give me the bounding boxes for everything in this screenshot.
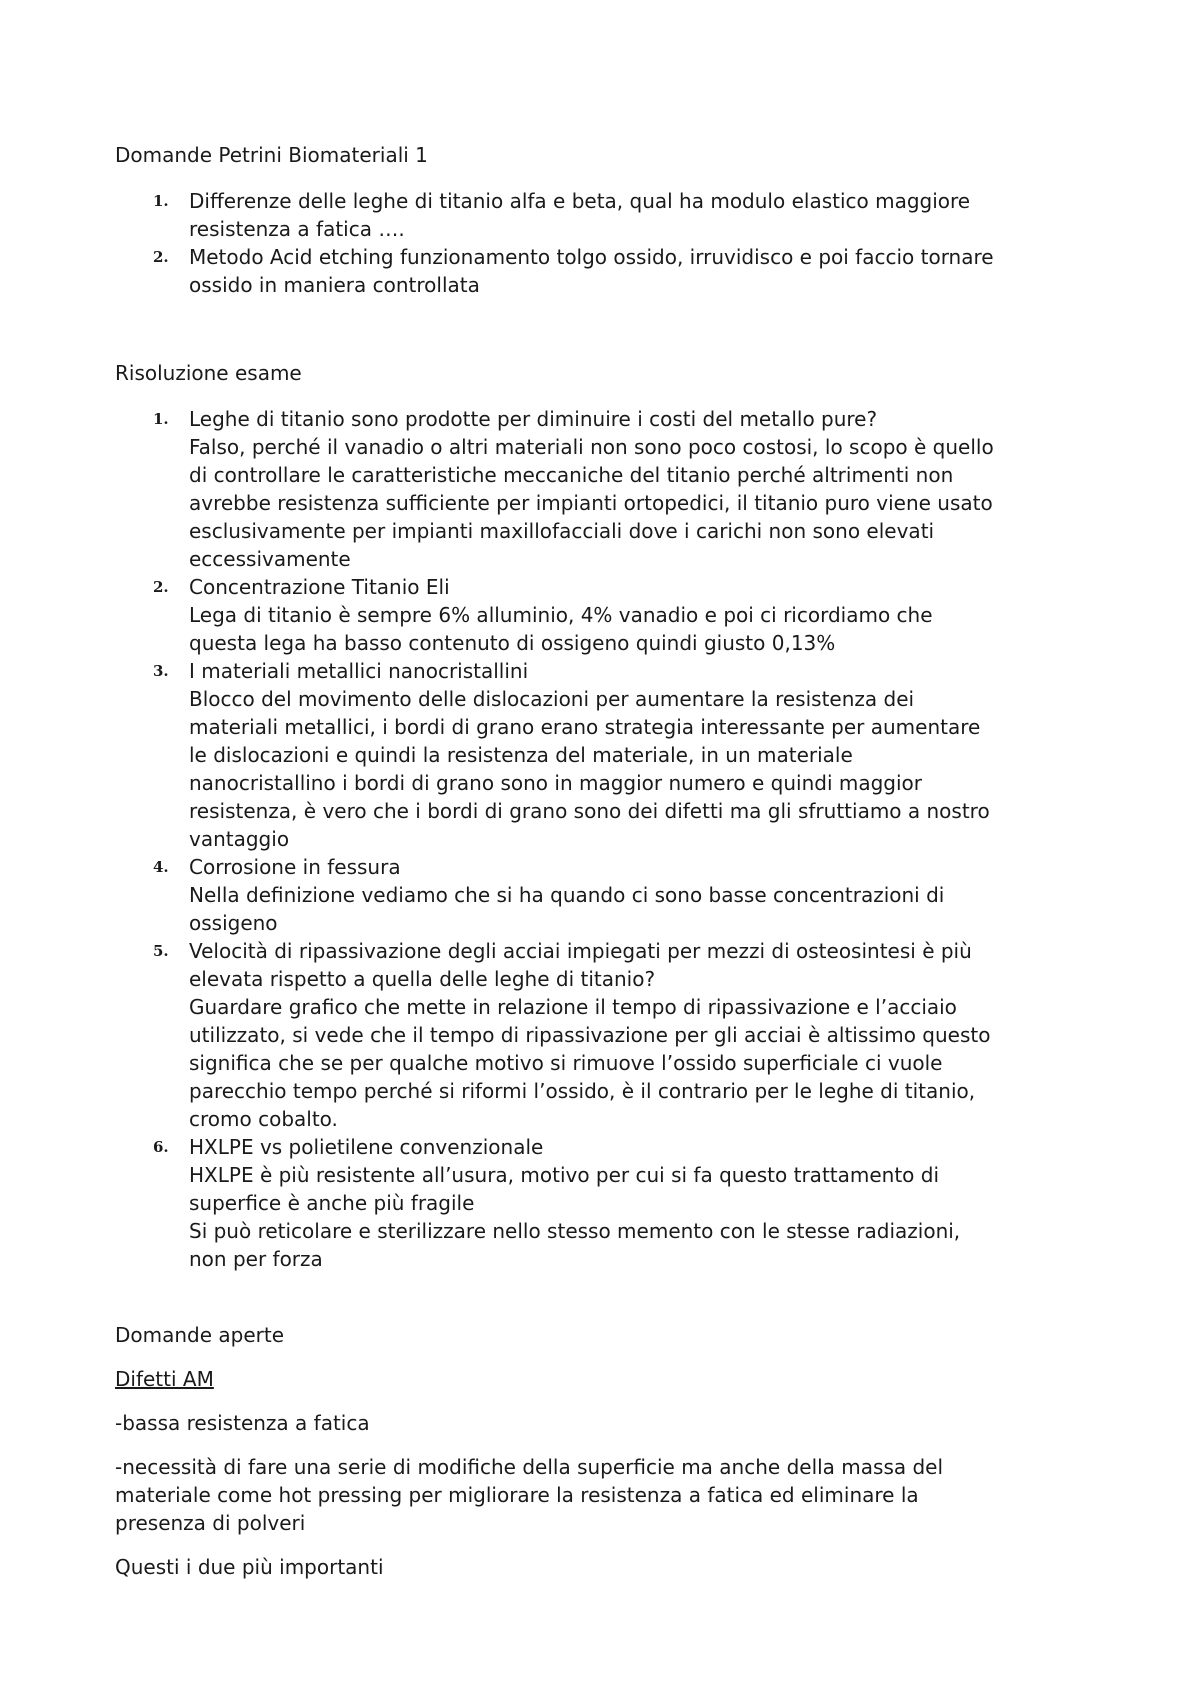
list-item: [115, 243, 1140, 299]
point-modifications: [115, 1453, 1140, 1537]
list-text-line: Leghe di titanio sono prodotte per diminuire i costi del metallo pure?: [189, 407, 878, 431]
list-text-line: HXLPE è più resistente all’usura, motivo per cui si fa questo trattamento di: [189, 1163, 940, 1187]
list-item: [115, 573, 1140, 657]
list-number: 2.: [153, 578, 169, 596]
list-text-line: Guardare grafico che mette in relazione il tempo di ripassivazione e l’acciaio: [189, 995, 957, 1019]
list-text-line: esclusivamente per impianti maxillofacciali dove i carichi non sono elevati: [189, 519, 935, 543]
list-item: [115, 405, 1140, 573]
list-number: 2.: [153, 248, 169, 266]
list-number: 1.: [153, 410, 169, 428]
list-text-line: Differenze delle leghe di titanio alfa e beta, qual ha modulo elastico maggiore: [189, 189, 971, 213]
list-text-line: vantaggio: [189, 827, 290, 851]
list-text-line: materiali metallici, i bordi di grano erano strategia interessante per aumentare: [189, 715, 981, 739]
list-number: 5.: [153, 942, 169, 960]
list-text-line: Falso, perché il vanadio o altri materiali non sono poco costosi, lo scopo è quello: [189, 435, 994, 459]
list-text-line: le dislocazioni e quindi la resistenza del materiale, in un materiale: [189, 743, 853, 767]
list-text-line: questa lega ha basso contenuto di ossigeno quindi giusto 0,13%: [189, 631, 836, 655]
section-title-risoluzione: Risoluzione esame: [115, 361, 302, 385]
section-title-domande-aperte: Domande aperte: [115, 1323, 285, 1347]
list-text-line: resistenza a fatica ….: [189, 217, 405, 241]
list-text-line: parecchio tempo perché si riformi l’ossido, è il contrario per le leghe di titanio,: [189, 1079, 976, 1103]
point-fatigue: -bassa resistenza a fatica: [115, 1411, 370, 1435]
list-text-line: significa che se per qualche motivo si rimuove l’ossido superficiale ci vuole: [189, 1051, 943, 1075]
list-text-line: di controllare le caratteristiche meccaniche del titanio perché altrimenti non: [189, 463, 954, 487]
answers-list: [115, 405, 1140, 1273]
list-text-line: Blocco del movimento delle dislocazioni per aumentare la resistenza dei: [189, 687, 915, 711]
list-text-line: non per forza: [189, 1247, 323, 1271]
list-text-line: eccessivamente: [189, 547, 351, 571]
subheading-difetti-am: Difetti AM: [115, 1367, 214, 1391]
closing-text: Questi i due più importanti: [115, 1555, 384, 1579]
list-text-line: Si può reticolare e sterilizzare nello stesso memento con le stesse radiazioni,: [189, 1219, 961, 1243]
list-text-line: I materiali metallici nanocristallini: [189, 659, 529, 683]
list-text-line: Metodo Acid etching funzionamento tolgo ossido, irruvidisco e poi faccio tornare: [189, 245, 994, 269]
list-number: 1.: [153, 192, 169, 210]
list-text-line: nanocristallino i bordi di grano sono in maggior numero e quindi maggior: [189, 771, 923, 795]
list-item: [115, 187, 1140, 243]
list-text-line: Lega di titanio è sempre 6% alluminio, 4% vanadio e poi ci ricordiamo che: [189, 603, 933, 627]
list-text-line: HXLPE vs polietilene convenzionale: [189, 1135, 544, 1159]
list-item: [115, 937, 1140, 1133]
para-text-line: materiale come hot pressing per migliorare la resistenza a fatica ed eliminare la: [115, 1483, 919, 1507]
doc-title: Domande Petrini Biomateriali 1: [115, 143, 428, 167]
list-item: [115, 657, 1140, 853]
list-text-line: utilizzato, si vede che il tempo di ripassivazione per gli acciai è altissimo questo: [189, 1023, 991, 1047]
list-text-line: resistenza, è vero che i bordi di grano sono dei difetti ma gli sfruttiamo a nostro: [189, 799, 990, 823]
list-text-line: ossigeno: [189, 911, 278, 935]
list-text-line: Corrosione in fessura: [189, 855, 401, 879]
list-text-line: Nella definizione vediamo che si ha quando ci sono basse concentrazioni di: [189, 883, 945, 907]
list-text-line: cromo cobalto.: [189, 1107, 338, 1131]
list-item: [115, 853, 1140, 937]
list-text-line: ossido in maniera controllata: [189, 273, 480, 297]
list-text-line: avrebbe resistenza sufficiente per impianti ortopedici, il titanio puro viene usato: [189, 491, 993, 515]
list-text-line: superfice è anche più fragile: [189, 1191, 475, 1215]
list-text-line: elevata rispetto a quella delle leghe di titanio?: [189, 967, 656, 991]
list-number: 4.: [153, 858, 169, 876]
list-number: 3.: [153, 662, 169, 680]
list-number: 6.: [153, 1138, 169, 1156]
questions-list: [115, 187, 1140, 299]
list-text-line: Concentrazione Titanio Eli: [189, 575, 450, 599]
para-text-line: presenza di polveri: [115, 1511, 306, 1535]
para-text-line: -necessità di fare una serie di modifiche della superficie ma anche della massa del: [115, 1455, 944, 1479]
list-item: [115, 1133, 1140, 1273]
list-text-line: Velocità di ripassivazione degli acciai impiegati per mezzi di osteosintesi è più: [189, 939, 972, 963]
